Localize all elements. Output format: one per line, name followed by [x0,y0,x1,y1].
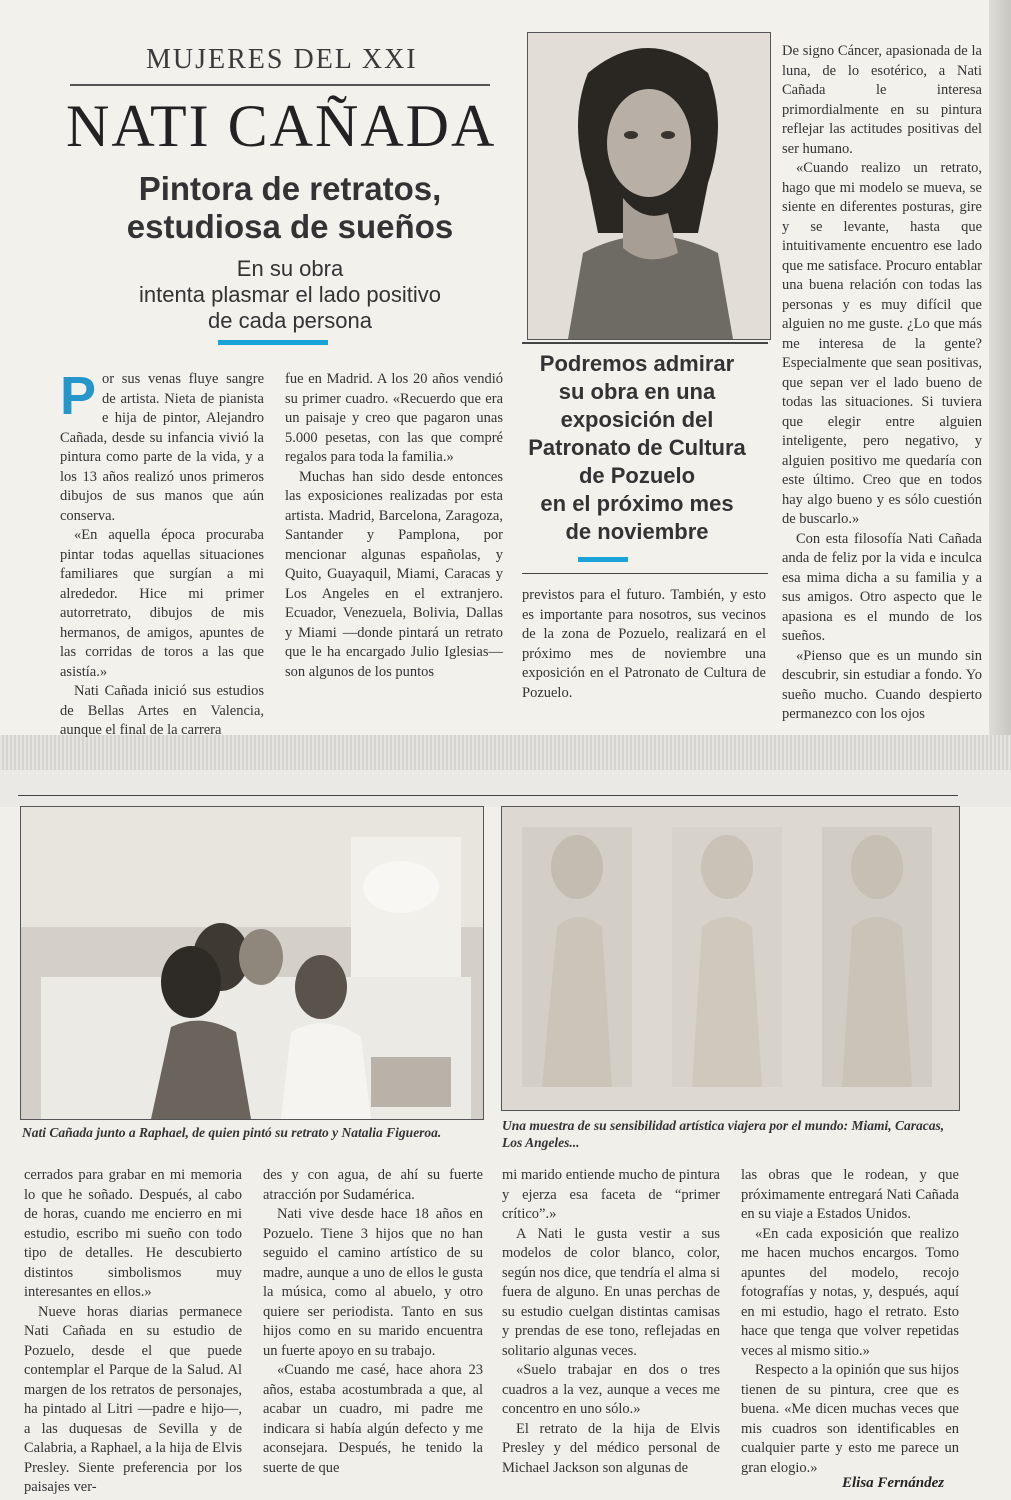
paragraph: Muchas han sido desde entonces las exposiciones realizadas por esta artista. Madrid, Barcelona, Zaragoza, Santander y Pamplona, por mencionar algunas españolas, y Quito, Guayaquil, Miami, Caracas y Los Angeles en el extranjero. Ecuador, Venezuela, Bolivia, Dallas y Miami —donde pintará un retrato que le ha encargado Julio Iglesias— son algunos de los puntos [285,468,503,680]
paragraph: fue en Madrid. A los 20 años vendió su primer cuadro. «Recuerdo que era un paisaje y creo que pagaron unas 5.000 pesetas, con las que compré regalos para toda la familia.» [285,371,503,465]
pullquote-line: Patronato de Cultura [528,435,746,460]
article-column-1 [60,366,264,741]
paragraph: previstos para el futuro. También, y esto es importante para nosotros, sus vecinos de la zona de Pozuelo, realizará en el próximo mes de noviembre una exposición en el Patronato de Cultura de Pozuelo. [522,587,766,701]
paragraph: «Cuando me casé, hace ahora 23 años, estaba acostumbrada a que, al acabar un cuadro, mi padre me indicara si había algún defecto y me aconsejara. Después, he tenido la suerte de que [263,1362,483,1476]
pull-quote [522,350,752,546]
pullquote-line: en el próximo mes [540,491,734,516]
paragraph: «En cada exposición que realizo me hacen muchos encargos. Tomo apuntes del modelo, recojo fotografías y notas, y, después, aquí en mi estudio, hago el retrato. Esto hace que tenga que volver repetidas veces al mismo sitio.» [741,1225,959,1359]
page-fold-band-inner [0,770,1011,807]
paragraph: «Pienso que es un mundo sin descubrir, sin estudiar a fondo. Yo sueño mucho. Cuando despierto permanezco con los ojos [782,647,982,722]
kicker-underline [70,84,490,86]
deck-line-1: En su obra [236,256,344,281]
paragraph: Nueve horas diarias permanece Nati Cañada en su estudio de Pozuelo, desde el que puede contemplar el Parque de la Salud. Al margen de los retratos de personajes, ha pintado al Litri —padre e hijo—, a las duquesas de Sevilla y de Calabria, a Raphael, a la hija de Elvis Presley. Siente preferencia por los paisajes ver- [24,1303,242,1495]
pullquote-line: de noviembre [565,519,709,544]
pullquote-bottom-rule [522,573,768,574]
paragraph: Nati vive desde hace 18 años en Pozuelo. Tiene 3 hijos que no han seguido el camino artístico de su madre, aunque a uno de ellos le gusta la música, como al abuelo, y otro quiere ser periodista. Tanto en sus hijos como en su marido encuentra un fuerte apoyo en su trabajo. [263,1206,483,1359]
article-column-8 [741,1166,959,1478]
page-title: NATI CAÑADA [66,93,497,159]
paragraph: des y con agua, de ahí su fuerte atracción por Sudamérica. [263,1167,483,1203]
paragraph: las obras que le rodean, y que próximamente entregará Nati Cañada en su viaje a Estados Unidos. [741,1167,959,1222]
paragraph: mi marido entiende mucho de pintura y ejerza esa faceta de “primer crítico”.» [502,1167,720,1222]
paragraph: Nati Cañada inició sus estudios de Bellas Artes en Valencia, aunque el final de la carrera [60,683,264,738]
paragraph: Con esta filosofía Nati Cañada anda de feliz por la vida e inculca esa mima dicha a su familia y a sus amigos. Otro aspecto que le apasiona es el mundo de los sueños. [782,530,982,644]
drop-cap: P [60,366,97,426]
pullquote-top-rule [522,342,768,344]
subhead-line-2: estudiosa de sueños [126,208,454,245]
paragraph: De signo Cáncer, apasionada de la luna, de lo esotérico, a Nati Cañada le interesa primordialmente en su pintura reflejar las actitudes positivas del ser humano. [782,43,982,157]
pullquote-line: su obra en una [558,379,716,404]
artwork-photo [501,806,960,1111]
article-column-4 [782,42,982,725]
group-photo [20,806,484,1120]
deck-line-3: de cada persona [208,308,372,333]
article-column-2 [285,370,503,682]
page-edge-shadow [989,0,1011,735]
section-divider [18,795,958,796]
article-column-5 [24,1166,242,1498]
subhead-line-1: Pintora de retratos, [138,170,442,207]
paragraph: «Cuando realizo un retrato, hago que mi modelo se mueva, se siente en diferentes posturas, gire y se levante, hasta que intuitivamente encuentro ese lado que me satisface. Procuro entablar una buena relación con todas las personas y es muy difícil que alguien no me guste. ¿Lo que más me interesa de la gente? Especialmente que sean positivas, que sepan ver el lado bueno de todas las situaciones. Si tuviera que elegir entre alguien inteligente, pero negativo, y alguien positivo me quedaría con este último. Creo que en todos hay algo bueno y es sólo cuestión de buscarlo.» [782,160,982,527]
pullquote-line: de Pozuelo [578,463,696,488]
deck-accent-bar [218,340,328,345]
article-column-6 [263,1166,483,1478]
portrait-photo [527,32,771,340]
pullquote-line: exposición del [560,407,714,432]
deck [60,256,520,334]
paragraph: «Suelo trabajar en dos o tres cuadros a la vez, aunque a veces me concentro en uno sólo.» [502,1362,720,1417]
pullquote-line: Podremos admirar [539,351,735,376]
paragraph: Respecto a la opinión que sus hijos tienen de su pintura, cree que es buena. «Me dicen muchas veces que mis cuadros son identificables en cualquier parte y esto me parece un gran elogio.» [741,1362,959,1476]
article-column-3 [522,586,766,703]
deck-line-2: intenta plasmar el lado positivo [138,282,442,307]
photo-caption-left: Nati Cañada junto a Raphael, de quien pintó su retrato y Natalia Figueroa. [22,1125,442,1140]
subheadline [60,170,520,246]
photo-caption-right: Una muestra de su sensibilidad artística viajera por el mundo: Miami, Caracas, Los Angeles... [502,1118,945,1150]
pullquote-accent-bar [578,557,628,562]
paragraph [60,366,264,526]
author-byline: Elisa Fernández [842,1475,945,1491]
paragraph: cerrados para grabar en mi memoria lo que he soñado. Después, al cabo de horas, cuando me encierro en mi estudio, escribo mi sueño con todo tipo de detalles. He descubierto distintos simbolismos muy interesantes en ellos.» [24,1167,242,1300]
paragraph-text: or sus venas fluye sangre de artista. Nieta de pianista e hija de pintor, Alejandro Cañada, desde su infancia vivió la pintura como parte de la vida, y a los 13 años realizó unos primeros dibujos de sus manos que aún conserva. [60,371,264,524]
paragraph: A Nati le gusta vestir a sus modelos de color blanco, color, según nos dice, que tendría el alma si fuera de alguno. En unas perchas de su estudio cuelgan distintas camisas y prendas de ese tono, reflejadas en solitario algunas veces. [502,1225,720,1359]
paragraph: «En aquella época procuraba pintar todas aquellas situaciones familiares que surgían a mi alrededor. Hice mi primer autorretrato, dibujos de mis hermanos, de amigos, apuntes de las corridas de toros a las que asistía.» [60,527,264,680]
section-kicker: MUJERES DEL XXI [146,44,418,75]
paragraph: El retrato de la hija de Elvis Presley y del médico personal de Michael Jackson son algunas de [502,1420,720,1476]
article-column-7 [502,1166,720,1478]
